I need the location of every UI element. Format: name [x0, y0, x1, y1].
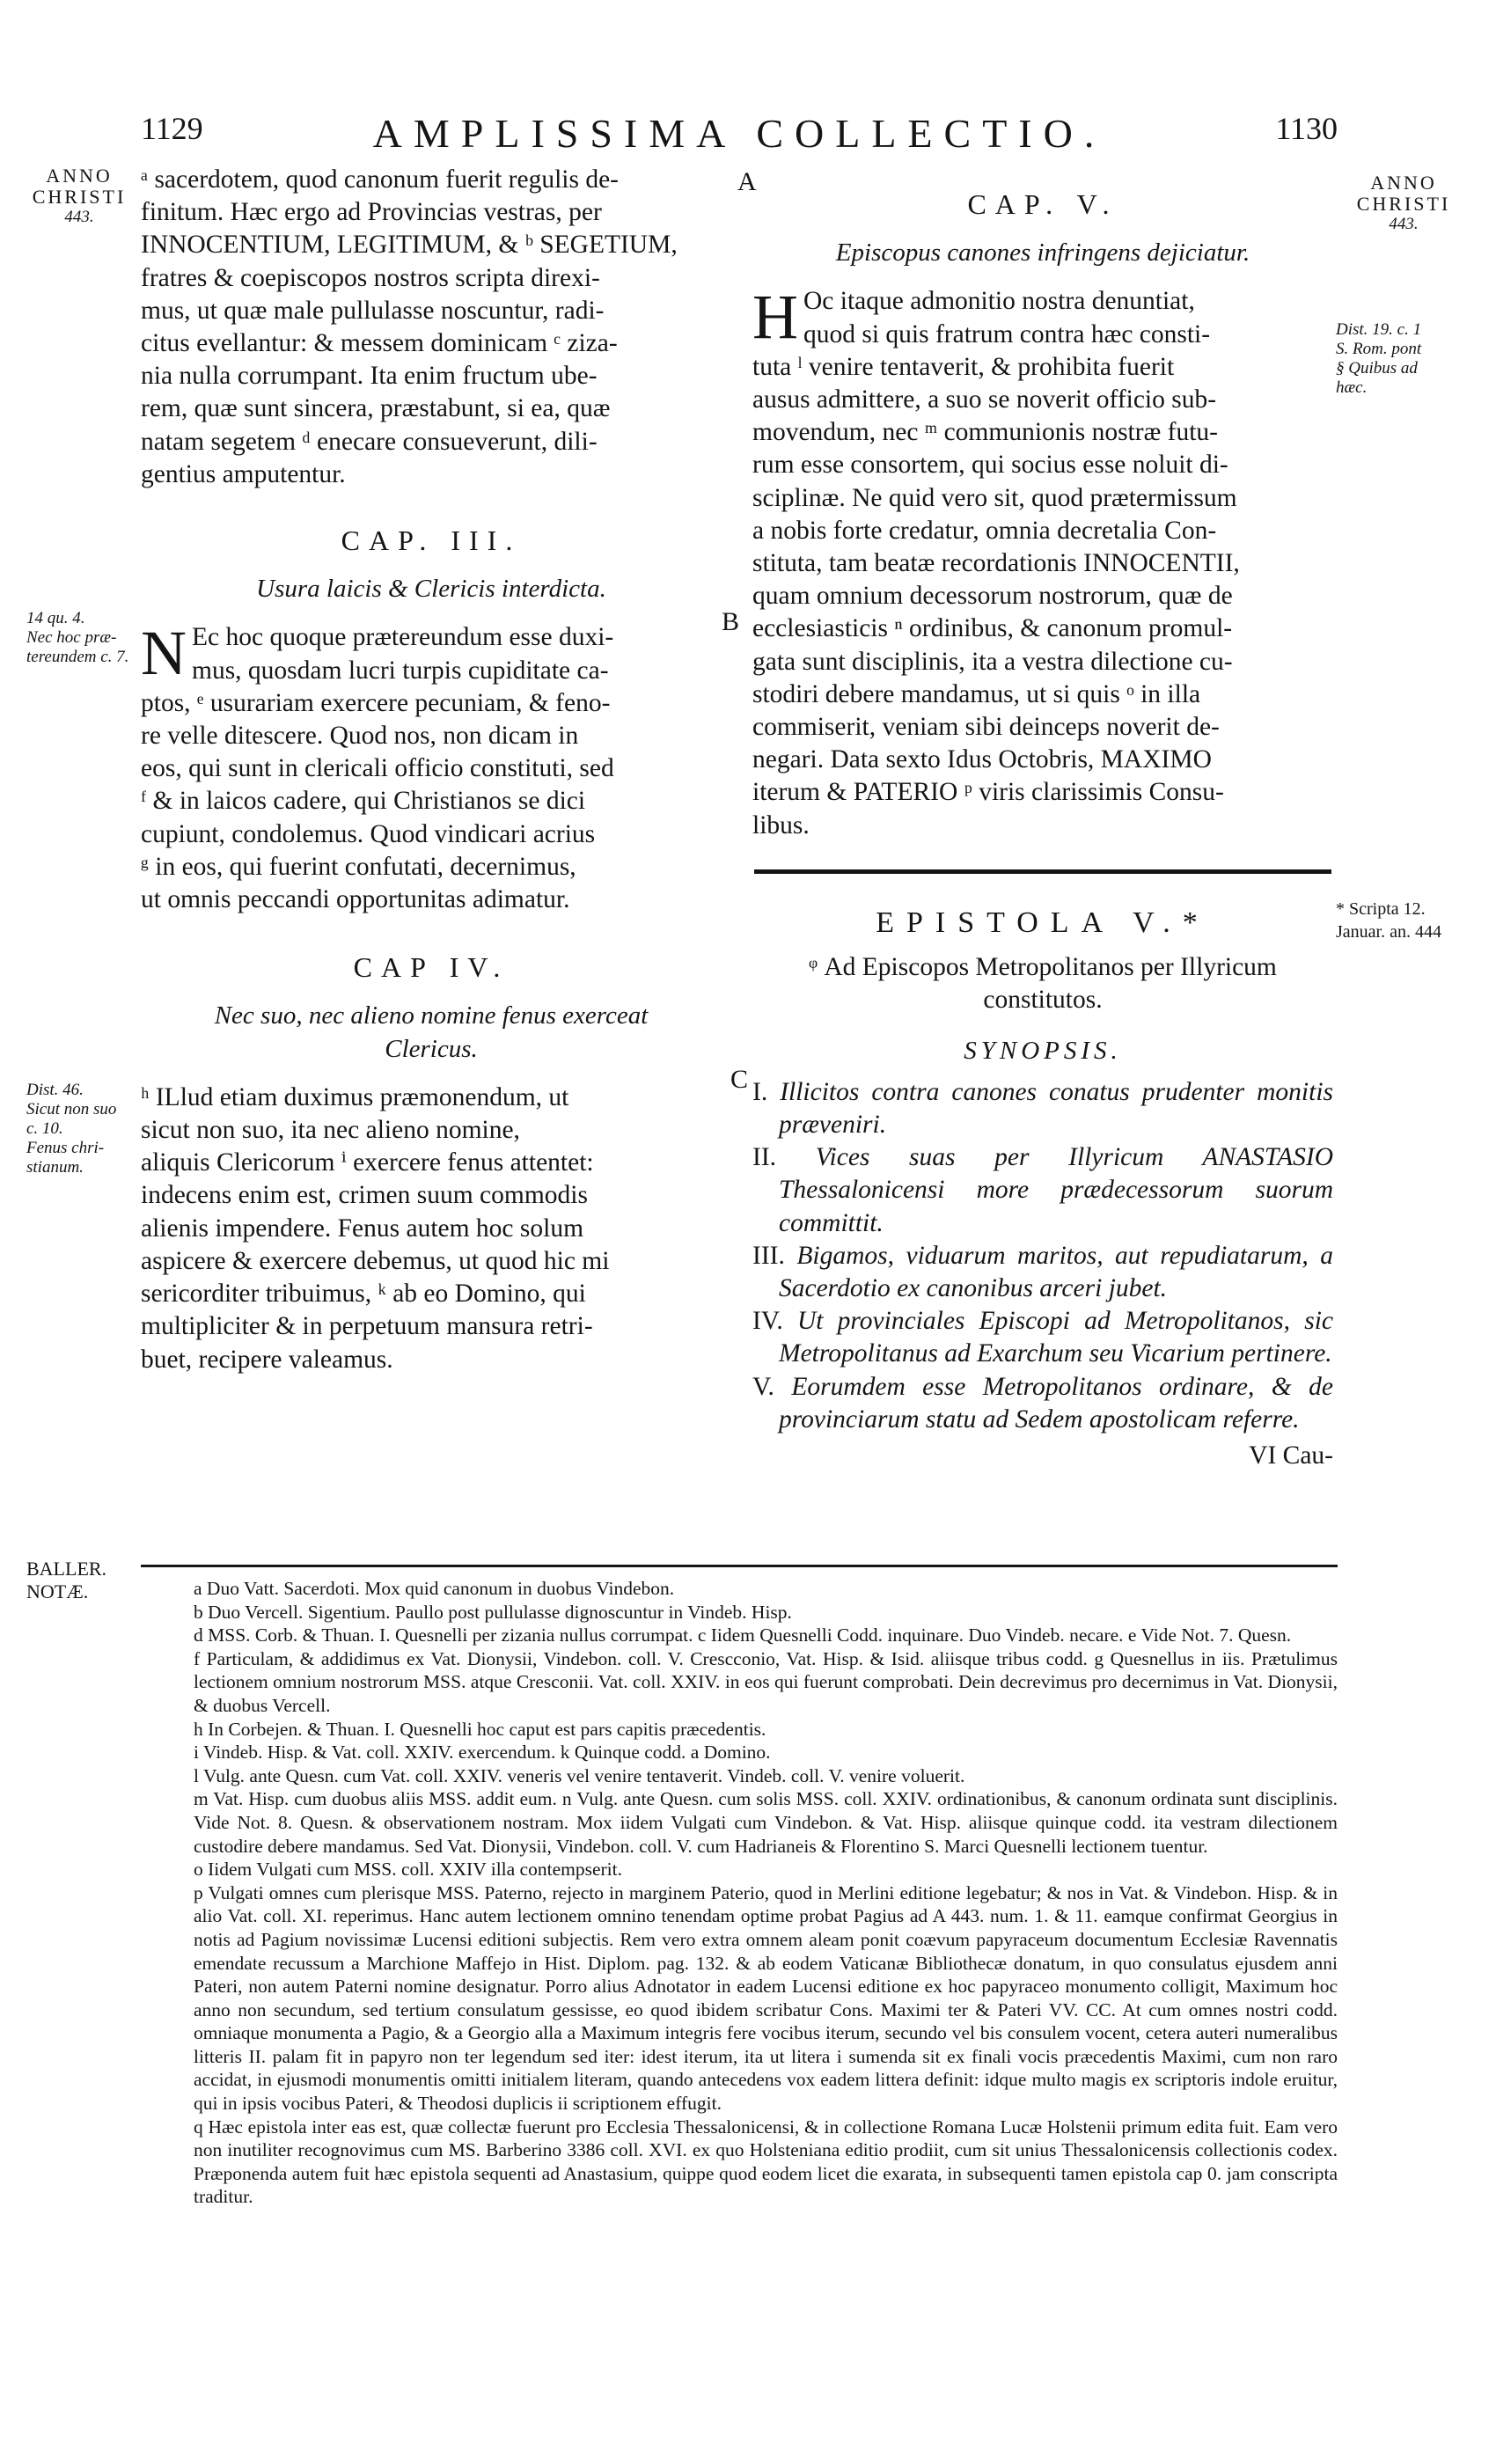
- notes-separator-rule: [141, 1565, 1338, 1567]
- left-page-number: 1129: [141, 111, 203, 146]
- synopsis-item: II. Vices suas per Illyricum ANASTASIO Thessalonicensi more prædecessorum suorum committit.: [752, 1143, 1333, 1237]
- catchword: VI Cau-: [1249, 1441, 1333, 1470]
- epistola-heading: EPISTOLA V.*: [876, 906, 1210, 939]
- footnote: b Duo Vercell. Sigentium. Paullo post pullulasse dignoscuntur in Vindeb. Hisp.: [194, 1601, 792, 1623]
- right-page-number: 1130: [1275, 111, 1338, 146]
- cap5-paragraph: H Oc itaque admonitio nostra denuntiat, quod si quis fratrum contra hæc consti- tuta ˡ venire tentaverit, & prohibita fuerit ausus admittere, a suo se noverit officio sub- movendum, nec ᵐ communionis nostræ futu- rum esse consortem, qui socius esse noluit di- sciplinæ. Ne quid vero sit, quod prætermissum a nobis forte credatur, omnia decretalia Con- stituta, tam beatæ recordationis INNOCENTII, quam omnium decessorum nostrorum, quæ de ecclesiasticis ⁿ ordinibus, & canonum promul- gata sunt disciplinis, ita a vestra dilectione cu- stodiri debere mandamus, ut si quis ᵒ in illa commiserit, veniam sibi deinceps noverit de- negari. Data sexto Idus Octobris, MAXIMO iterum & PATERIO ᵖ viris clarissimis Consu- libus.: [752, 282, 1240, 840]
- running-title: AMPLISSIMA COLLECTIO.: [372, 111, 1106, 156]
- epistola-block: [752, 906, 1333, 1472]
- margin-anno-left: ANNO CHRISTI 443.: [32, 165, 127, 226]
- footnotes: [141, 1577, 1338, 2209]
- cap4-heading: CAP IV.: [353, 951, 510, 984]
- section-letter-c: C: [730, 1065, 749, 1094]
- margin-ref-cap5: Dist. 19. c. 1 S. Rom. pont § Quibus ad hæc.: [1336, 320, 1422, 397]
- footnote: q Hæc epistola inter eas est, quæ collectæ fuerunt pro Ecclesia Thessalonicensi, & in collectione Romana Lucæ Holstenii primum edita fuit. Eam vero non inutiliter recognovimus cum MS. Barberino 3386 coll. XVI. ex quo Holsteniana editio prodiit, cum sit unius Thessalonicensis collectionis codex. Præponenda autem fuit hæc epistola sequenti ad Anastasium, quippe quod eodem licet die exarata, in subsequenti tamen epistola cap 0. jam conscripta traditur.: [194, 2116, 1338, 2208]
- right-column: [752, 172, 1333, 842]
- footnote: d MSS. Corb. & Thuan. I. Quesnelli per zizania nullus corrumpat. c Iidem Quesnelli Codd. inquinare. Duo Vindeb. necare. e Vide Not. 7. Quesn.: [194, 1624, 1292, 1646]
- cap5-subtitle: Episcopus canones infringens dejiciatur.: [835, 238, 1250, 268]
- synopsis-item: V. Eorumdem esse Metropolitanos ordinare, & de provinciarum statu ad Sedem apostolicam referre.: [752, 1372, 1333, 1434]
- footnote: m Vat. Hisp. cum duobus aliis MSS. addit eum. n Vulg. ante Quesn. cum solis MSS. coll. XXIV. ordinationibus, & canonum ordinata sunt disciplinis. Vide Not. 8. Quesn. & observationem nostram. Mox iidem Vulgati cum Vindebon. & Vat. Hisp. aliisque quinque codd. ita vestram dilectionem custodire debere mandamus. Sed Vat. Dionysii, Vindebon. coll. V. cum Hadrianeis & Florentino S. Marci Quesnelli lectionem tuentur.: [194, 1788, 1338, 1857]
- cap4-subtitle: Nec suo, nec alieno nomine fenus exerceat Clericus.: [214, 1001, 649, 1063]
- footnote: i Vindeb. Hisp. & Vat. coll. XXIV. exercendum. k Quinque codd. a Domino.: [194, 1742, 771, 1764]
- footnote: a Duo Vatt. Sacerdoti. Mox quid canonum in duobus Vindebon.: [194, 1578, 675, 1599]
- section-letter-b: B: [722, 607, 740, 636]
- cap5-drop-initial: H: [752, 282, 798, 353]
- margin-ref-cap4: Dist. 46. Sicut non suo c. 10. Fenus chri- stianum.: [26, 1081, 117, 1177]
- running-head: [141, 110, 1338, 163]
- synopsis-item: III. Bigamos, viduarum maritos, aut repudiatarum, a Sacerdotio ex canonibus arceri jubet.: [752, 1241, 1334, 1303]
- footnote: l Vulg. ante Quesn. cum Vat. coll. XXIV. veneris vel venire tentaverit. Vindeb. coll. V. venire voluerit.: [194, 1764, 965, 1786]
- synopsis-list: [752, 1076, 1333, 1436]
- footnote: p Vulgati omnes cum plerisque MSS. Paterno, rejecto in marginem Paterio, quod in Merlini editione legebatur; & nos in Vat. & Vindebon. Hisp. & in alio Vat. coll. XI. reperimus. Hanc autem lectionem omnino tenendam optime probat Pagius ad A 443. num. 1. & 11. eamque confirmat Georgius in notis ad Pagium novissimæ Lucensi editioni subjectis. Rem vero extra omnem aleam ponit coævum papyraceum documentum Ecclesiæ Ravennatis emendate recussum a Marchione Maffejo in Hist. Diplom. pag. 132. & ab eodem Vaticanæ Bibliothecæ donatum, in quo consulatus ejusdem anni Pateri, non autem Paterni nomine designatur. Porro alius Adnotator in eadem Lucensi editione ex hoc papyraceo monumento colligit, Maximum hoc anno non secundum, sed tertium consulatum gessisse, eo quod ibidem scribatur Cons. Maximi ter & Pateri VV. CC. At cum omnes nostri codd. omniaque monumenta a Pagio, & a Georgio alla a Maximum integris fere vocibus iterum, secundo vel bis consulem vocent, cetera auteri numeralibus litteris II. palam fit in papyro non ter legendum sed iter: idest iterum, ita ut litera i sumenda sit ex finali vocis præcedentis Maximi, cum non raro accidat, in ejusmodi monumentis omitti initialem literam, quando antecedens vox eadem littera definit: idque multo magis ex scriptoris indole eruitur, qui in ipsis vocibus Pateri, & Theodosi duplicis ii scriptionem effugit.: [194, 1881, 1338, 2115]
- margin-ref-epistola: * Scripta 12. Januar. an. 444: [1336, 899, 1441, 942]
- margin-notes-label: BALLER. NOTÆ.: [26, 1558, 107, 1602]
- epistola-address: ᵠ Ad Episcopos Metropolitanos per Illyricum constitutos.: [809, 953, 1277, 1015]
- cap3-drop-initial: N: [141, 618, 187, 689]
- cap3-heading: CAP. III.: [341, 524, 522, 557]
- synopsis-item: I. Illicitos contra canones conatus prudenter monitis præveniri.: [752, 1077, 1333, 1140]
- epistola-separator-rule: [754, 869, 1331, 874]
- cap3-subtitle: Usura laicis & Clericis interdicta.: [256, 575, 606, 604]
- left-column: [141, 164, 722, 1376]
- cap3-paragraph: N Ec hoc quoque prætereundum esse duxi- mus, quosdam lucri turpis cupiditate ca- ptos, ᵉ usurariam exercere pecuniam, & feno- re velle ditescere. Quod nos, non dicam in eos, qui sunt in clericali officio constituti, sed ᶠ & in laicos cadere, qui Christianos se dici cupiunt, condolemus. Quod vindicari acrius ᵍ in eos, qui fuerint confutati, decernimus, ut omnis peccandi opportunitas adimatur.: [141, 618, 614, 914]
- footnote: o Iidem Vulgati cum MSS. coll. XXIV illa contempserit.: [194, 1859, 622, 1881]
- intro-paragraph: ᵃ sacerdotem, quod canonum fuerit regulis de- finitum. Hæc ergo ad Provincias vestras, per INNOCENTIUM, LEGITIMUM, & ᵇ SEGETIUM, fratres & coepiscopos nostros scripta direxi- mus, ut quæ male pullulasse noscuntur, radi- citus evellantur: & messem dominicam ᶜ ziza- nia nulla corrumpant. Ita enim fructum ube- rem, quæ sunt sincera, præstabunt, si ea, quæ natam segetem ᵈ enecare consueverunt, dili- gentius amputentur.: [141, 165, 678, 488]
- margin-ref-cap3: 14 qu. 4. Nec hoc præ- tereundem c. 7.: [26, 609, 129, 666]
- footnote: h In Corbejen. & Thuan. I. Quesnelli hoc caput est pars capitis præcedentis.: [194, 1718, 766, 1740]
- section-letter-a: A: [737, 167, 757, 196]
- synopsis-heading: SYNOPSIS.: [964, 1036, 1122, 1065]
- cap4-paragraph: ʰ ILlud etiam duximus præmonendum, ut sicut non suo, ita nec alieno nomine, aliquis Clericorum ⁱ exercere fenus attentet: indecens enim est, crimen suum commodis alienis impendere. Fenus autem hoc solum aspicere & exercere debemus, ut quod hic mi sericorditer tribuimus, ᵏ ab eo Domino, qui multipliciter & in perpetuum mansura retri- buet, recipere valeamus.: [141, 1082, 610, 1374]
- footnote: f Particulam, & addidimus ex Vat. Dionysii, Vindebon. coll. V. Crescconio, Vat. Hisp. & Isid. aliisque tribus codd. g Quesnellus in iis. Prætulimus lectionem omnium nostrorum MSS. atque Cresconii. Vat. coll. XXIV. in eos qui fuerunt comprobati. Dein decrevimus pro decernimus in Vat. Dionysii, & duobus Vercell.: [194, 1647, 1338, 1716]
- synopsis-item: IV. Ut provinciales Episcopi ad Metropolitanos, sic Metropolitanus ad Exarchum seu Vicarium pertinere.: [752, 1307, 1334, 1368]
- margin-anno-right: ANNO CHRISTI 443.: [1356, 172, 1451, 233]
- cap5-heading: CAP. V.: [967, 188, 1118, 220]
